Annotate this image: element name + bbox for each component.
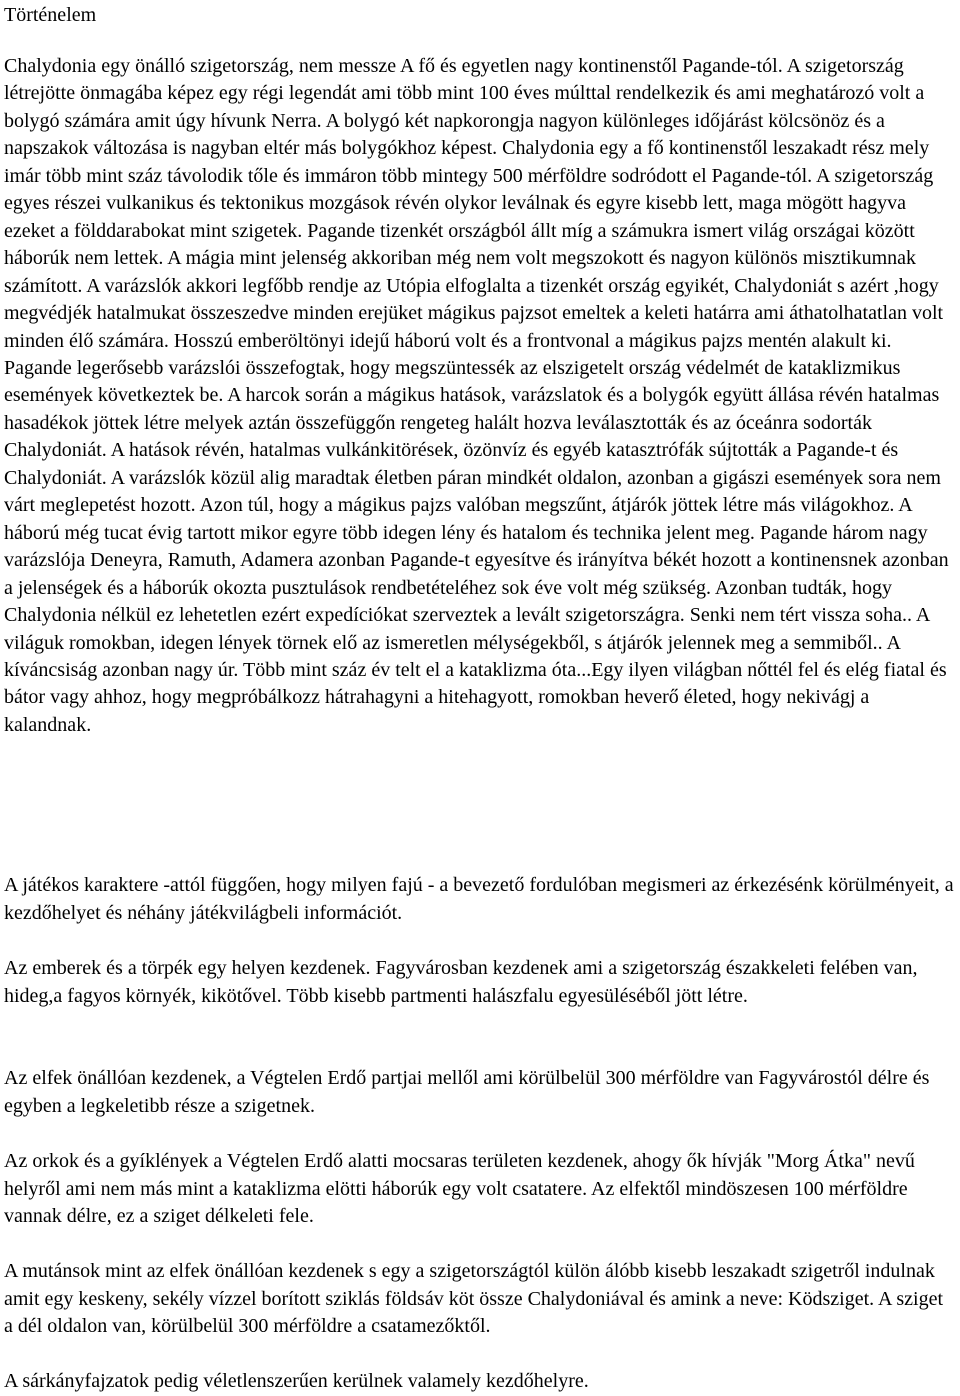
paragraph-elves: Az elfek önállóan kezdenek, a Végtelen Erdő partjai mellől ami körülbelül 300 mérföldre van Fagyvárostól délre és egyben a legkeletibb része a szigetnek. <box>4 1067 930 1117</box>
page-title: Történelem <box>4 4 97 26</box>
paragraph-orcs-lizardfolk: Az orkok és a gyíklények a Végtelen Erdő alatti mocsaras területen kezdenek, ahogy ők hívják "Morg Átka" nevű helyről ami nem más mint a kataklizma elötti háborúk egy volt csatatere. Az elfektől mindöszesen 100 mérföldre vannak délre, ez a sziget délkeleti fele. <box>4 1150 915 1228</box>
paragraph-mutants: A mutánsok mint az elfek önállóan kezdenek s egy a szigetországtól külön álóbb kisebb leszakadt szigetről indulnak amit egy keskeny, sekély vízzel borított sziklás földsáv köt össze Chalydoniával és amink a neve: Ködsziget. A sziget a dél oldalon van, körülbelül 300 mérföldre a csatamezőktől. <box>4 1260 944 1338</box>
paragraph-character-intro: A játékos karaktere -attól függően, hogy milyen fajú - a bevezető fordulóban megismeri az érkezésénk körülményeit, a kezdőhelyet és néhány játékvilágbeli információt. <box>4 874 954 924</box>
paragraph-dragonkin: A sárkányfajzatok pedig véletlenszerűen kerülnek valamely kezdőhelyre. <box>4 1370 589 1392</box>
paragraph-humans-dwarves: Az emberek és a törpék egy helyen kezdenek. Fagyvárosban kezdenek ami a szigetország északkeleti felében van, hideg,a fagyos környék, kikötővel. Több kisebb partmenti halászfalu egyesüléséből jött létre. <box>4 957 918 1007</box>
paragraph-history: Chalydonia egy önálló szigetország, nem messze A fő és egyetlen nagy kontinenstől Pagande-tól. A szigetország létrejötte önmagába képez egy régi legendát ami több mint 100 éves múlttal rendelkezik és ami meghatározó volt a bolygó számára amit úgy hívunk Nerra. A bolygó két napkorongja nagyon különleges időjárást kölcsönöz és a napszakok változása is nagyban eltér más bolygókhoz képest. Chalydonia egy a fő kontinenstől leszakadt rész mely imár több mint száz távolodik tőle és immáron több mintegy 500 mérföldre sodródott el Pagande-tól. A szigetország egyes részei vulkanikus és tektonikus mozgások révén olykor leválnak és egyre kisebb lett, maga mögött hagyva ezeket a földdarabokat mint szigetek. Pagande tizenkét országból állt míg a számukra ismert világ országai között háborúk nem lettek. A mágia mint jelenség akkoriban még nem volt megszokott és nagyon különös misztikumnak számított. A varázslók akkori legfőbb rendje az Utópia elfoglalta a tizenkét ország egyikét, Chalydoniát s azért ,hogy megvédjék hatalmukat összeszedve minden erejüket mágikus pajzsot emeltek a keleti határra ami áthatolhatatlan volt minden élő számára. Hosszú emberöltönyi idejű háború volt és a frontvonal a mágikus pajzs mentén alakult ki. Pagande legerősebb varázslói összefogtak, hogy megszüntessék az elszigetelt ország védelmét de kataklizmikus események következtek be. A harcok során a mágikus hatások, varázslatok és a bolygók együtt állása révén hatalmas hasadékok jöttek létre melyek aztán összefüggőn rengeteg halált hozva leválasztották és az óceánra sodorták Chalydoniát. A hatások révén, hatalmas vulkánkitörések, özönvíz és egyéb katasztrófák sújtották a Pagande-t és Chalydoniát. A varázslók közül alig maradtak életben páran mindkét oldalon, azonban a gigászi események sora nem várt meglepetést hozott. Azon túl, hogy a mágikus pajzs valóban megszűnt, átjárók jöttek létre más világokhoz. A háború még tucat évig tartott mikor egyre több idegen lény és hatalom és technika jelent meg. Pagande három nagy varázslója Deneyra, Ramuth, Adamera azonban Pagande-t egyesítve és irányítva békét hozott a kontinensnek azonban a jelenségek és a háborúk okozta pusztulások rendbetételéhez sok éve volt még szükség. Azonban tudták, hogy Chalydonia nélkül ez lehetetlen ezért expedíciókat szerveztek a levált szigetországra. Senki nem tért vissza soha.. A világuk romokban, idegen lények törnek elő az ismeretlen mélységekből, s átjárók jelennek meg a semmiből.. A kíváncsiság azonban nagy úr. Több mint száz év telt el a kataklizma óta...Egy ilyen világban nőttél fel és elég fiatal és bátor vagy ahhoz, hogy megpróbálkozz hátrahagyni a hitehagyott, romokban heverő életed, hogy nekivágj a kalandnak. <box>4 55 949 736</box>
